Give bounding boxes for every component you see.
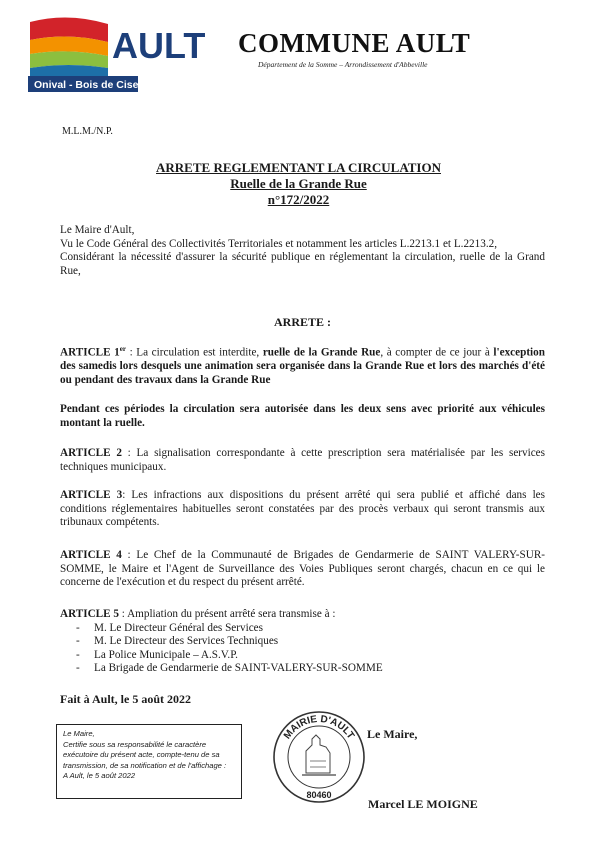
article-3-label: ARTICLE 3: [60, 489, 123, 501]
article-1-text-d: l'exception des samedis lors desquels une animation sera organisée dans la Grande Rue et lors des marchés d'été ou pendant des travaux dans la Grande Rue: [60, 346, 545, 386]
article-1-text-a: : La circulation est interdite,: [126, 346, 263, 359]
fait-a-ault: Fait à Ault, le 5 août 2022: [60, 692, 191, 706]
svg-text:MAIRIE D'AULT: [282, 714, 356, 741]
article-2-label: ARTICLE 2: [60, 447, 122, 459]
mairie-seal-stamp: [270, 705, 368, 810]
preamble-maire: Le Maire d'Ault,: [60, 224, 135, 236]
article-2-text: : La signalisation correspondante à cette prescription sera matérialisée par les services techniques municipaux.: [60, 447, 545, 473]
preamble: [60, 224, 545, 278]
seal-bottom-text: 80460: [306, 790, 332, 800]
certification-line3: A Ault, le 5 août 2022: [63, 771, 136, 780]
article-1: [60, 343, 545, 388]
title-line1: ARRETE REGLEMENTANT LA CIRCULATION: [156, 160, 441, 175]
reference: M.L.M./N.P.: [62, 126, 113, 137]
arrete-heading: ARRETE :: [273, 315, 331, 329]
logo-subtitle: Onival - Bois de Cise: [34, 79, 139, 91]
article-4-label: ARTICLE 4: [60, 549, 122, 561]
article-1-paragraph-2: Pendant ces périodes la circulation sera autorisée dans les deux sens avec priorité aux véhicules montant la ruelle.: [60, 403, 545, 429]
signature-title: Le Maire,: [367, 727, 418, 741]
recipient-item: - M. Le Directeur Général des Services: [76, 622, 545, 636]
article-4: [60, 549, 545, 590]
article-2: [60, 447, 545, 474]
certification-box: [56, 724, 242, 799]
article-1-label: ARTICLE 1: [60, 346, 120, 359]
signature-name: Marcel LE MOIGNE: [368, 797, 478, 811]
article-3: [60, 489, 545, 530]
article-3-text: : Les infractions aux dispositions du présent arrêté qui sera publié et affiché dans les conditions réglementaires habituelles seront constatées par des procès verbaux qui seront transmis aux tribunaux compétents.: [60, 489, 545, 529]
certification-line2: Certifie sous sa responsabilité le caractère exécutoire du présent acte, compte-tenu de sa transmission, de sa notification et de l'affichage :: [63, 739, 227, 770]
recipient-item: - La Brigade de Gendarmerie de SAINT-VALERY-SUR-SOMME: [76, 662, 545, 676]
certification-line1: Le Maire,: [63, 729, 95, 738]
preamble-vu: Vu le Code Général des Collectivités Territoriales et notamment les articles L.2213.1 et L.2213.2,: [60, 237, 498, 250]
article-1-sup: er: [119, 345, 126, 353]
article-1-text-c: , à compter de ce jour à: [380, 346, 494, 359]
article-5: [60, 608, 545, 676]
article-5-label: ARTICLE 5: [60, 608, 119, 620]
article-1-text-b: ruelle de la Grande Rue: [262, 346, 381, 359]
title-line2: Ruelle de la Grande Rue: [230, 176, 367, 191]
departement-line: Département de la Somme – Arrondissement d'Abbeville: [258, 60, 428, 69]
logo-text: AULT: [112, 25, 206, 66]
article-5-text: : Ampliation du présent arrêté sera transmise à :: [118, 608, 336, 620]
article-4-text: : Le Chef de la Communauté de Brigades de Gendarmerie de SAINT VALERY-SUR-SOMME, le Maire et l'Agent de Surveillance des Voies Publiques seront chargés, chacun en ce qui le concerne de l'exécution et du respect du présent arrêté.: [60, 549, 546, 589]
recipient-item: - La Police Municipale – A.S.V.P.: [76, 649, 545, 663]
arrete-number: n°172/2022: [267, 192, 330, 207]
recipient-item: - M. Le Directeur des Services Techniques: [76, 635, 545, 649]
seal-top-text: MAIRIE D'AULT: [282, 713, 357, 742]
preamble-considerant: Considérant la nécessité d'assurer la sécurité publique en réglementant la circulation, ruelle de la Grand Rue,: [60, 251, 545, 277]
commune-logo: [28, 14, 206, 96]
commune-name: COMMUNE AULT: [238, 28, 471, 58]
recipient-list: [76, 622, 545, 676]
